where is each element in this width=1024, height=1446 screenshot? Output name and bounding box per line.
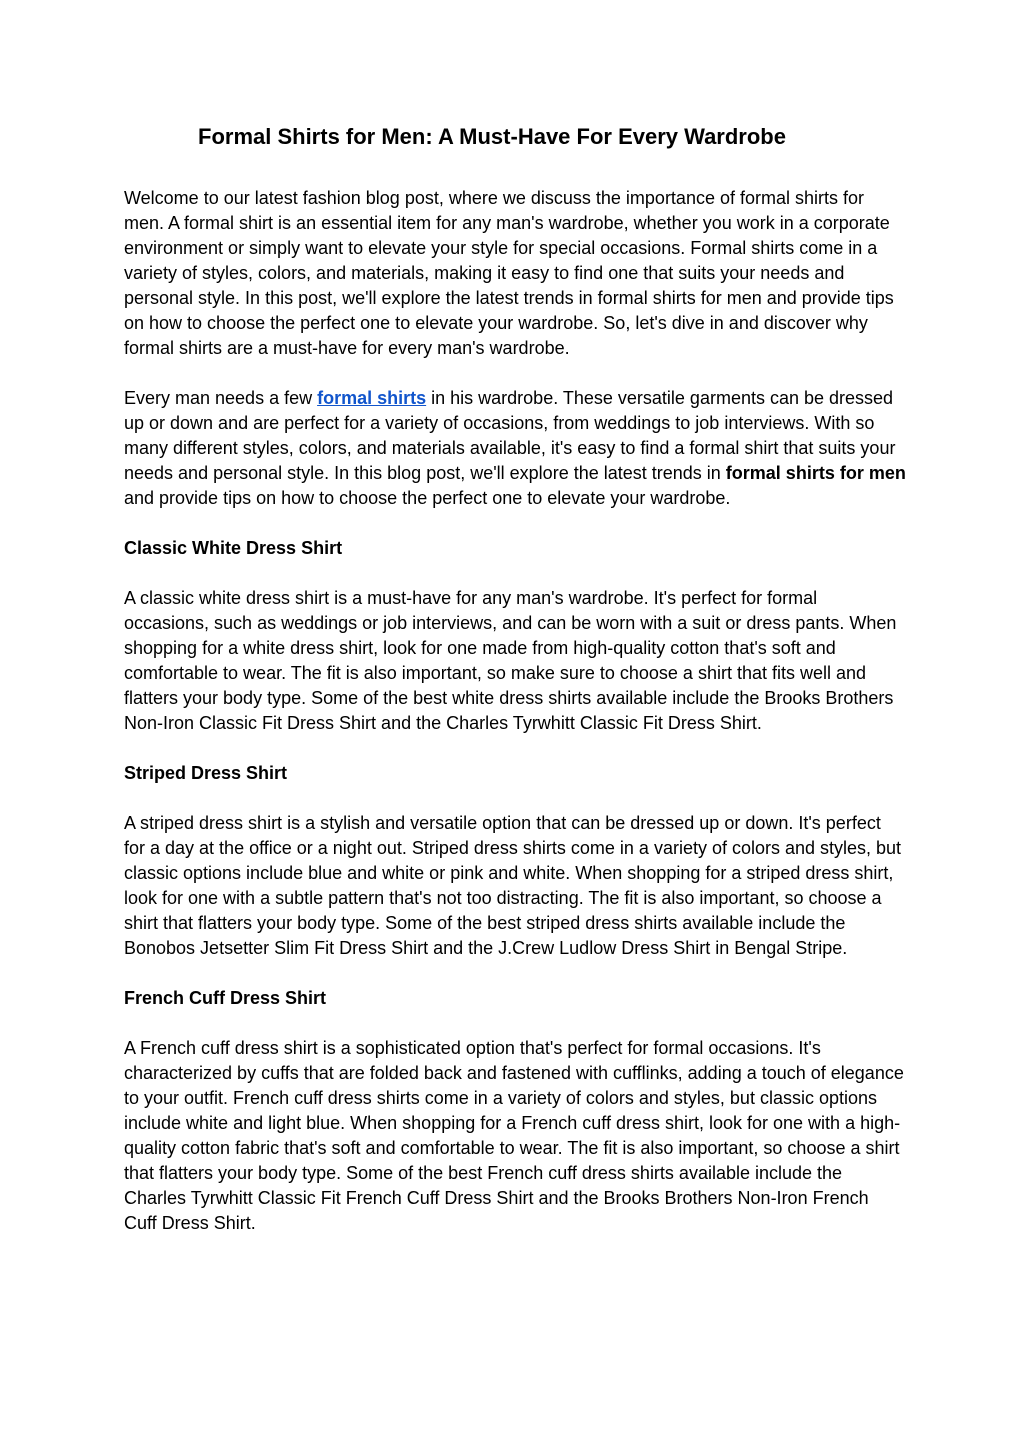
section-body-french-cuff: A French cuff dress shirt is a sophisticated option that's perfect for formal occasions. It's characterized by cuffs that are folded back and fastened with cufflinks, adding a touch of elegance to your outfit. French cuff dress shirts come in a variety of colors and styles, but classic options include white and light blue. When shopping for a French cuff dress shirt, look for one with a high-quality cotton fabric that's soft and comfortable to wear. The fit is also important, so choose a shirt that flatters your body type. Some of the best French cuff dress shirts available include the Charles Tyrwhitt Classic Fit French Cuff Dress Shirt and the Brooks Brothers Non-Iron French Cuff Dress Shirt. [124, 1038, 904, 1233]
section-body-classic-white: A classic white dress shirt is a must-have for any man's wardrobe. It's perfect for formal occasions, such as weddings or job interviews, and can be worn with a suit or dress pants. When shopping for a white dress shirt, look for one made from high-quality cotton that's soft and comfortable to wear. The fit is also important, so make sure to choose a shirt that fits well and flatters your body type. Some of the best white dress shirts available include the Brooks Brothers Non-Iron Classic Fit Dress Shirt and the Charles Tyrwhitt Classic Fit Dress Shirt. [124, 588, 897, 733]
section-body-striped: A striped dress shirt is a stylish and versatile option that can be dressed up or down. It's perfect for a day at the office or a night out. Striped dress shirts come in a variety of colors and styles, but classic options include blue and white or pink and white. When shopping for a striped dress shirt, look for one with a subtle pattern that's not too distracting. The fit is also important, so choose a shirt that flatters your body type. Some of the best striped dress shirts available include the Bonobos Jetsetter Slim Fit Dress Shirt and the J.Crew Ludlow Dress Shirt in Bengal Stripe. [124, 813, 902, 958]
paragraph-formal-shirts [124, 386, 906, 511]
formal-shirts-link[interactable]: formal shirts [317, 388, 427, 408]
section-heading-striped: Striped Dress Shirt [124, 763, 288, 783]
document-body [124, 186, 906, 1261]
section-heading-french-cuff: French Cuff Dress Shirt [124, 988, 327, 1008]
bold-keyword: formal shirts for men [725, 463, 906, 483]
intro-paragraph: Welcome to our latest fashion blog post, where we discuss the importance of formal shirts for men. A formal shirt is an essential item for any man's wardrobe, whether you work in a corporate environment or simply want to elevate your style for special occasions. Formal shirts come in a variety of styles, colors, and materials, making it easy to find one that suits your needs and personal style. In this post, we'll explore the latest trends in formal shirts for men and provide tips on how to choose the perfect one to elevate your wardrobe. So, let's dive in and discover why formal shirts are a must-have for every man's wardrobe. [124, 188, 894, 358]
section-heading-classic-white: Classic White Dress Shirt [124, 538, 343, 558]
paragraph-text-after-bold: and provide tips on how to choose the perfect one to elevate your wardrobe. [124, 488, 731, 508]
paragraph-text-before-link: Every man needs a few [124, 388, 318, 408]
paragraph-text-after-link: in his wardrobe. These versatile garments can be dressed up or down and are perfect for a variety of occasions, from weddings to job interviews. With so many different styles, colors, and materials available, it's easy to find a formal shirt that suits your needs and personal style. In this blog post, we'll explore the latest trends in [124, 388, 896, 483]
page-title: Formal Shirts for Men: A Must-Have For Every Wardrobe [198, 124, 786, 149]
